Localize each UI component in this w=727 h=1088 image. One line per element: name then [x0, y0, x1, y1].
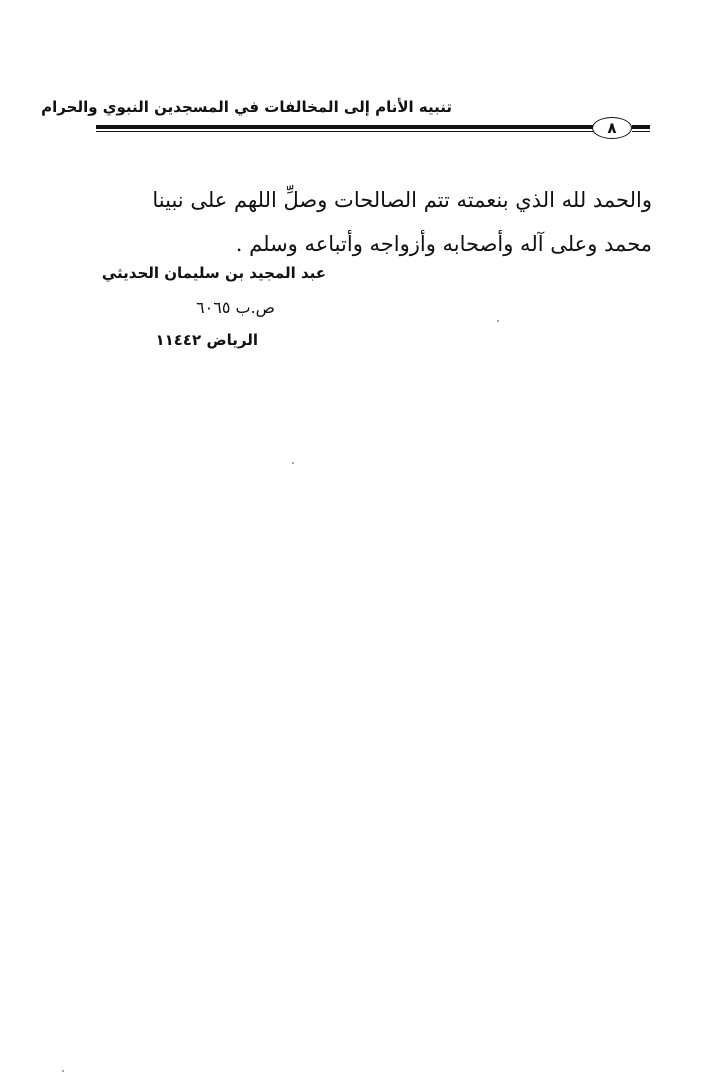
- header-rule-thin: [96, 131, 596, 132]
- running-header-title: تنبيه الأنام إلى المخالفات في المسجدين النبوي والحرام: [41, 98, 452, 116]
- signature-author-name: عبد المجيد بن سليمان الحديثي: [101, 264, 326, 282]
- header-rule-right-thin: [632, 131, 650, 132]
- header-rule-right-thick: [632, 125, 650, 129]
- header-rule-thick: [96, 125, 596, 129]
- signature-po-box: ص.ب ٦٠٦٥: [196, 298, 275, 317]
- scan-speck: [62, 1070, 64, 1072]
- body-line-2: محمد وعلى آله وأصحابه وأزواجه وأتباعه وسلم .: [235, 232, 652, 256]
- signature-city-postcode: الرياض ١١٤٤٢: [155, 331, 258, 349]
- body-paragraph: [96, 178, 652, 266]
- scan-speck: [497, 320, 499, 322]
- scan-speck: [292, 462, 294, 464]
- page-number: ٨: [592, 117, 632, 139]
- body-line-1: والحمد لله الذي بنعمته تتم الصالحات وصلِّ اللهم على نبينا: [152, 188, 652, 212]
